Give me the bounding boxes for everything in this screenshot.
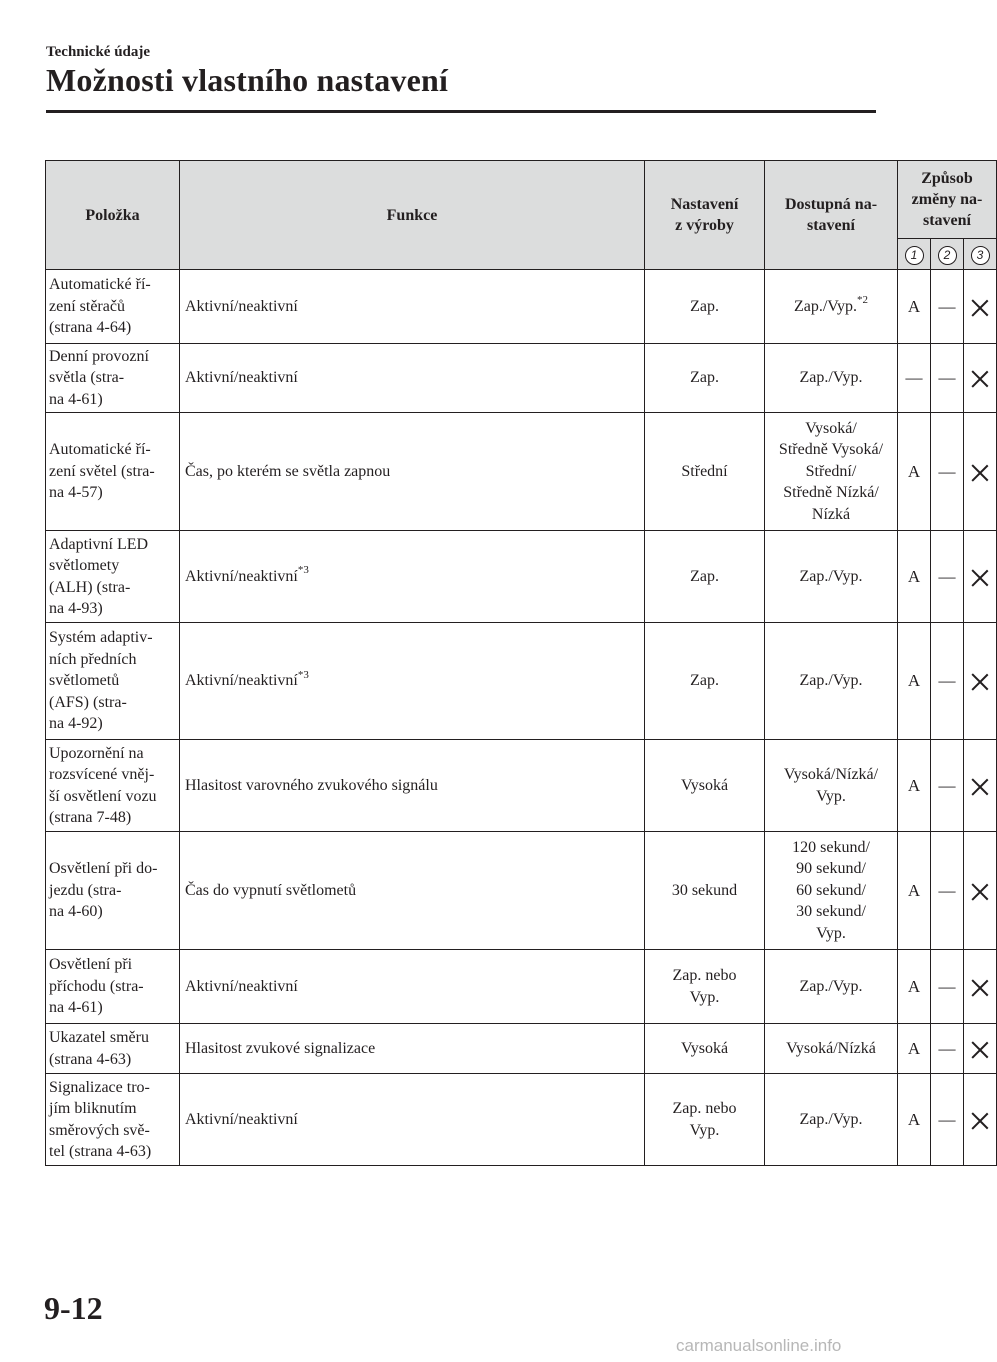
cross-icon [972,1113,988,1129]
method-number-2 [931,239,964,270]
table-body [46,270,997,1166]
available-text: Vysoká/Nízká [786,1039,876,1057]
circled-number-2-icon: 2 [938,246,957,265]
available-text: 120 sekund/ 90 sekund/ 60 sekund/ 30 sekund/ Vyp. [792,838,870,942]
table-row [46,740,997,832]
function-text: Aktivní/neaktivní [185,977,298,995]
cell-factory-setting: Zap. [645,270,765,344]
cell-available-settings [765,832,898,950]
page-title: Možnosti vlastního nastavení [46,62,449,98]
cell-method-3 [964,832,997,950]
cell-available-settings [765,740,898,832]
column-header-factory-setting: Nastavení z výroby [645,161,765,270]
column-header-function: Funkce [180,161,645,270]
cell-function [180,1024,645,1074]
function-text: Čas, po kterém se světla zapnou [185,462,391,480]
cell-method-1: A [898,1074,931,1166]
cell-method-1: A [898,531,931,623]
cell-method-2: — [931,270,964,344]
cell-factory-setting: 30 sekund [645,832,765,950]
available-text: Zap./Vyp. [799,1110,863,1128]
watermark: carmanualsonline.info [676,1336,842,1355]
circled-number-3-icon: 3 [971,246,990,265]
cell-method-2: — [931,1074,964,1166]
cell-available-settings [765,413,898,531]
cell-method-2: — [931,740,964,832]
cell-available-settings [765,950,898,1024]
cell-method-3 [964,740,997,832]
cell-function [180,270,645,344]
cell-method-3 [964,950,997,1024]
table-row [46,531,997,623]
function-text: Aktivní/neaktivní [185,297,298,315]
cell-item: Adaptivní LED světlomety (ALH) (stra- na 4-93) [46,531,180,623]
cell-item: Upozornění na rozsvícené vněj- ší osvětlení vozu (strana 7-48) [46,740,180,832]
function-text: Aktivní/neaktivní [185,567,298,585]
cell-method-1: A [898,413,931,531]
column-header-item: Položka [46,161,180,270]
cell-function [180,950,645,1024]
cell-factory-setting: Střední [645,413,765,531]
cell-function [180,832,645,950]
function-text: Aktivní/neaktivní [185,1110,298,1128]
cell-method-3 [964,623,997,740]
function-text: Hlasitost zvukové signalizace [185,1039,376,1057]
cell-method-3 [964,413,997,531]
table-row [46,270,997,344]
cell-function [180,740,645,832]
function-text: Aktivní/neaktivní [185,369,298,387]
cell-available-settings [765,623,898,740]
table-row [46,1024,997,1074]
column-header-change-method: Způsob změny na- stavení [898,161,997,239]
footnote-marker: *3 [297,668,309,681]
cell-method-1: A [898,270,931,344]
function-text: Hlasitost varovného zvukového signálu [185,776,438,794]
available-text: Zap./Vyp. [799,567,863,585]
cell-item: Denní provozní světla (stra- na 4-61) [46,344,180,413]
cell-item: Automatické ří- zení stěračů (strana 4-64) [46,270,180,344]
cell-method-2: — [931,413,964,531]
table-header [46,161,997,270]
cross-icon [972,884,988,900]
cell-method-2: — [931,1024,964,1074]
cell-item: Automatické ří- zení světel (stra- na 4-57) [46,413,180,531]
cell-method-1: A [898,740,931,832]
cell-factory-setting: Zap. nebo Vyp. [645,1074,765,1166]
cross-icon [972,980,988,996]
cell-item: Osvětlení při do- jezdu (stra- na 4-60) [46,832,180,950]
cell-method-3 [964,531,997,623]
table-row [46,1074,997,1166]
cell-method-2: — [931,832,964,950]
cell-method-3 [964,344,997,413]
page-number: 9-12 [44,1290,103,1326]
table-row [46,413,997,531]
available-text: Vysoká/ Středně Vysoká/ Střední/ Středně Nízká/ Nízká [778,419,884,523]
cross-icon [972,779,988,795]
cell-factory-setting: Vysoká [645,1024,765,1074]
cell-available-settings [765,344,898,413]
column-header-available-settings: Dostupná na- stavení [765,161,898,270]
table-row [46,623,997,740]
cell-item: Signalizace tro- jím bliknutím směrových svě- tel (strana 4-63) [46,1074,180,1166]
customization-settings-table [45,160,997,1166]
cell-factory-setting: Zap. [645,344,765,413]
cell-method-2: — [931,344,964,413]
cell-item: Ukazatel směru (strana 4-63) [46,1024,180,1074]
footnote-marker: *3 [297,564,309,577]
cell-function [180,1074,645,1166]
cell-item: Systém adaptiv- ních předních světlometů (AFS) (stra- na 4-92) [46,623,180,740]
cell-method-1: A [898,832,931,950]
cross-icon [972,570,988,586]
method-number-3 [964,239,997,270]
footnote-marker: *2 [857,294,869,307]
cell-function [180,531,645,623]
available-text: Zap./Vyp. [793,297,858,315]
function-text: Čas do vypnutí světlometů [185,881,357,899]
available-text: Zap./Vyp. [799,369,863,387]
cell-method-2: — [931,623,964,740]
cross-icon [972,674,988,690]
table-row [46,950,997,1024]
cell-available-settings [765,1024,898,1074]
function-text: Aktivní/neaktivní [185,672,298,690]
method-number-1 [898,239,931,270]
cell-method-1: A [898,1024,931,1074]
available-text: Zap./Vyp. [799,672,863,690]
cell-factory-setting: Zap. [645,531,765,623]
table-row [46,832,997,950]
cell-method-1: A [898,623,931,740]
table-row [46,344,997,413]
cell-function [180,413,645,531]
available-text: Vysoká/Nízká/ Vyp. [783,766,879,805]
cell-method-3 [964,1074,997,1166]
cell-factory-setting: Zap. nebo Vyp. [645,950,765,1024]
cross-icon [972,465,988,481]
cell-factory-setting: Zap. [645,623,765,740]
cell-method-3 [964,270,997,344]
cell-available-settings [765,531,898,623]
cross-icon [972,1042,988,1058]
cross-icon [972,371,988,387]
available-text: Zap./Vyp. [799,977,863,995]
cell-available-settings [765,270,898,344]
cell-available-settings [765,1074,898,1166]
cross-icon [972,300,988,316]
cell-item: Osvětlení při příchodu (stra- na 4-61) [46,950,180,1024]
circled-number-1-icon: 1 [905,246,924,265]
cell-function [180,344,645,413]
cell-method-2: — [931,531,964,623]
title-divider [46,110,876,113]
cell-method-1: A [898,950,931,1024]
cell-factory-setting: Vysoká [645,740,765,832]
section-label: Technické údaje [46,44,151,60]
cell-function [180,623,645,740]
cell-method-3 [964,1024,997,1074]
cell-method-1: — [898,344,931,413]
cell-method-2: — [931,950,964,1024]
